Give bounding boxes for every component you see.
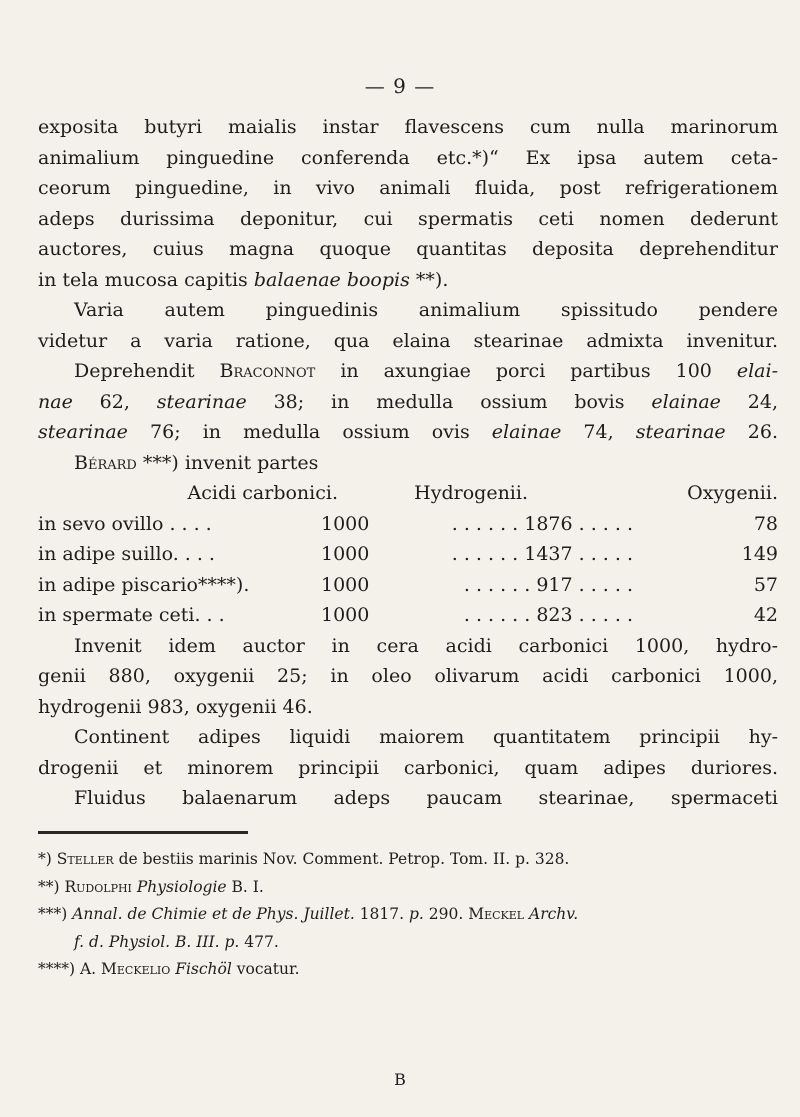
author-name: Braconnot — [219, 360, 316, 382]
text-line: Deprehendit Braconnot in axungiae porci partibus 100 elai- — [74, 360, 779, 382]
text-line: Continent adipes liquidi maiorem quantitatem principii hy- — [74, 726, 778, 748]
table-row: in adipe piscario****). 1000 . . . . . . 917 . . . . . 57 — [38, 573, 778, 596]
text-line: genii 880, oxygenii 25; in oleo olivarum acidi carbonici 1000, — [38, 665, 778, 687]
header-oxygen: Oxygenii. — [687, 482, 778, 504]
footnote-divider — [38, 831, 248, 834]
header-carbon: Acidi carbonici. — [187, 482, 338, 504]
signature-mark: B — [394, 1070, 406, 1089]
footnote: ***) Annal. de Chimie et de Phys. Juillet. 1817. p. 290. Meckel Archv. — [38, 905, 579, 923]
text-line: hydrogenii 983, oxygenii 46. — [38, 695, 313, 718]
text-line: auctores, cuius magna quoque quantitas deposita deprehenditur — [38, 238, 778, 260]
table-header — [38, 478, 778, 509]
text-line: nae 62, stearinae 38; in medulla ossium bovis elainae 24, — [38, 390, 779, 413]
text-line: animalium pinguedine conferenda etc.*)“ Ex ipsa autem ceta- — [38, 146, 778, 169]
table-row: in spermate ceti. . . 1000 . . . . . . 823 . . . . . 42 — [38, 604, 778, 626]
text-line: Varia autem pinguedinis animalium spissitudo pendere — [74, 299, 778, 321]
text-line: Invenit idem auctor in cera acidi carbonici 1000, hydro- — [74, 634, 778, 657]
text-line: drogenii et minorem principii carbonici, quam adipes duriores. — [38, 756, 778, 779]
main-text — [38, 112, 778, 814]
text-line: exposita butyri maialis instar flavescens cum nulla marinorum — [38, 116, 778, 138]
table-row: in sevo ovillo . . . . 1000 . . . . . . 1876 . . . . . 78 — [38, 512, 778, 535]
table-row: in adipe suillo. . . . 1000 . . . . . . 1437 . . . . . 149 — [38, 543, 778, 565]
footnote-continuation: f. d. Physiol. B. III. p. 477. — [74, 932, 279, 951]
text-line: in tela mucosa capitis balaenae boopis **). — [38, 268, 449, 291]
composition-table — [38, 478, 778, 631]
header-hydrogen: Hydrogenii. — [414, 482, 528, 504]
species-name: balaenae boopis — [253, 268, 410, 291]
footnotes — [38, 846, 778, 984]
text-line: Fluidus balaenarum adeps paucam stearinae, spermaceti — [74, 787, 778, 809]
text-line: adeps durissima deponitur, cui spermatis ceti nomen dederunt — [38, 207, 778, 230]
text-line: stearinae 76; in medulla ossium ovis elainae 74, stearinae 26. — [38, 421, 778, 443]
footnote: ****) A. Meckelio Fischöl vocatur. — [38, 960, 300, 978]
page-number: — 9 — — [364, 74, 436, 98]
text-line: Bérard ***) invenit partes — [74, 451, 319, 474]
footnote: **) Rudolphi Physiologie B. I. — [38, 877, 264, 896]
text-line: ceorum pinguedine, in vivo animali fluida, post refrigerationem — [38, 177, 778, 199]
footnote: *) Steller de bestiis marinis Nov. Comment. Petrop. Tom. II. p. 328. — [38, 850, 570, 868]
text-line: videtur a varia ratione, qua elaina stearinae admixta invenitur. — [38, 329, 778, 352]
author-name: Bérard — [74, 451, 137, 474]
